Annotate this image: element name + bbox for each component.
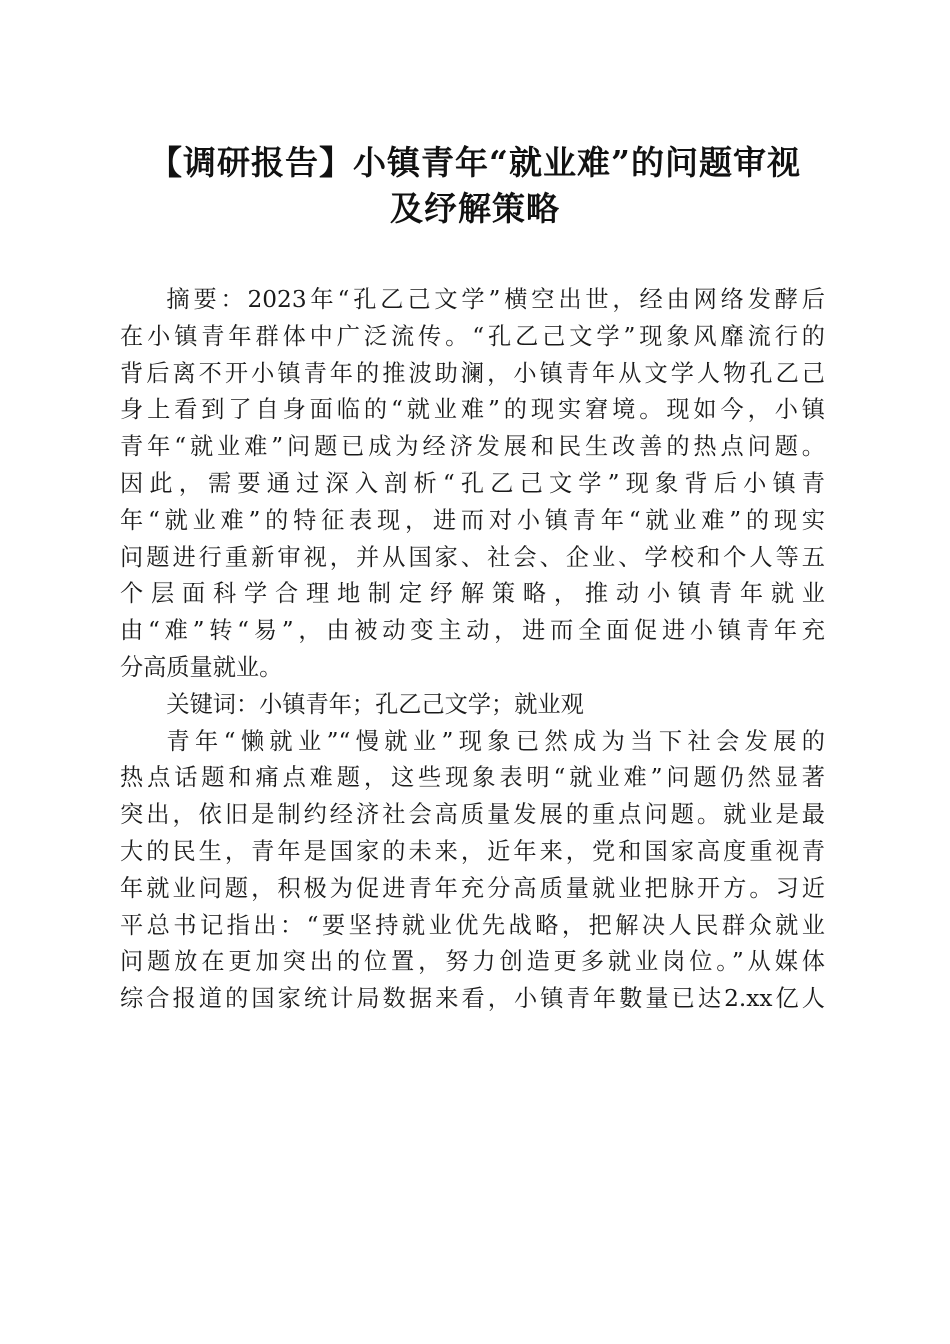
abstract-line: 问题进行重新审视，并从国家、社会、企业、学校和个人等五 <box>120 543 825 571</box>
body-line: 综合报道的国家统计局数据来看，小镇青年數量已达2.xx亿人 <box>120 985 825 1013</box>
document-body <box>120 282 825 1018</box>
abstract-line: 年“就业难”的特征表现，进而对小镇青年“就业难”的现实 <box>120 506 825 534</box>
abstract-line: 分高质量就业。 <box>120 653 283 681</box>
document-title <box>100 140 850 232</box>
abstract-line: 因此，需要通过深入剖析“孔乙己文学”现象背后小镇青 <box>120 469 825 497</box>
body-line: 问题放在更加突出的位置，努力创造更多就业岗位。”从媒体 <box>120 948 825 976</box>
title-line-2: 及纾解策略 <box>390 189 560 228</box>
body-line: 热点话题和痛点难题，这些现象表明“就业难”问题仍然显著 <box>120 764 825 792</box>
body-line: 突出，依旧是制约经济社会高质量发展的重点问题。就业是最 <box>120 801 825 829</box>
abstract-paragraph <box>120 282 825 687</box>
body-line: 平总书记指出：“要坚持就业优先战略，把解决人民群众就业 <box>120 911 825 939</box>
abstract-line: 在小镇青年群体中广泛流传。“孔乙己文学”现象风靡流行的 <box>120 322 825 350</box>
body-line: 青年“懒就业”“慢就业”现象已然成为当下社会发展的 <box>166 727 825 755</box>
abstract-line: 摘要：2023年“孔乙己文学”横空出世，经由网络发酵后 <box>166 286 825 313</box>
body-line: 年就业问题，积极为促进青年充分高质量就业把脉开方。习近 <box>120 874 825 902</box>
title-line-1: 【调研报告】小镇青年“就业难”的问题审视 <box>149 143 801 182</box>
body-paragraph <box>120 724 825 1018</box>
abstract-line: 身上看到了自身面临的“就业难”的现实窘境。现如今，小镇 <box>120 396 825 424</box>
abstract-line: 青年“就业难”问题已成为经济发展和民生改善的热点问题。 <box>120 433 825 461</box>
abstract-line: 背后离不开小镇青年的推波助澜，小镇青年从文学人物孔乙己 <box>120 359 825 387</box>
abstract-line: 由“难”转“易”，由被动变主动，进而全面促进小镇青年充 <box>120 617 825 645</box>
abstract-line: 个层面科学合理地制定纾解策略，推动小镇青年就业 <box>120 580 825 608</box>
keywords-line: 关键词：小镇青年；孔乙己文学；就业观 <box>166 690 584 718</box>
body-line: 大的民生，青年是国家的未来，近年来，党和国家高度重视青 <box>120 837 825 865</box>
